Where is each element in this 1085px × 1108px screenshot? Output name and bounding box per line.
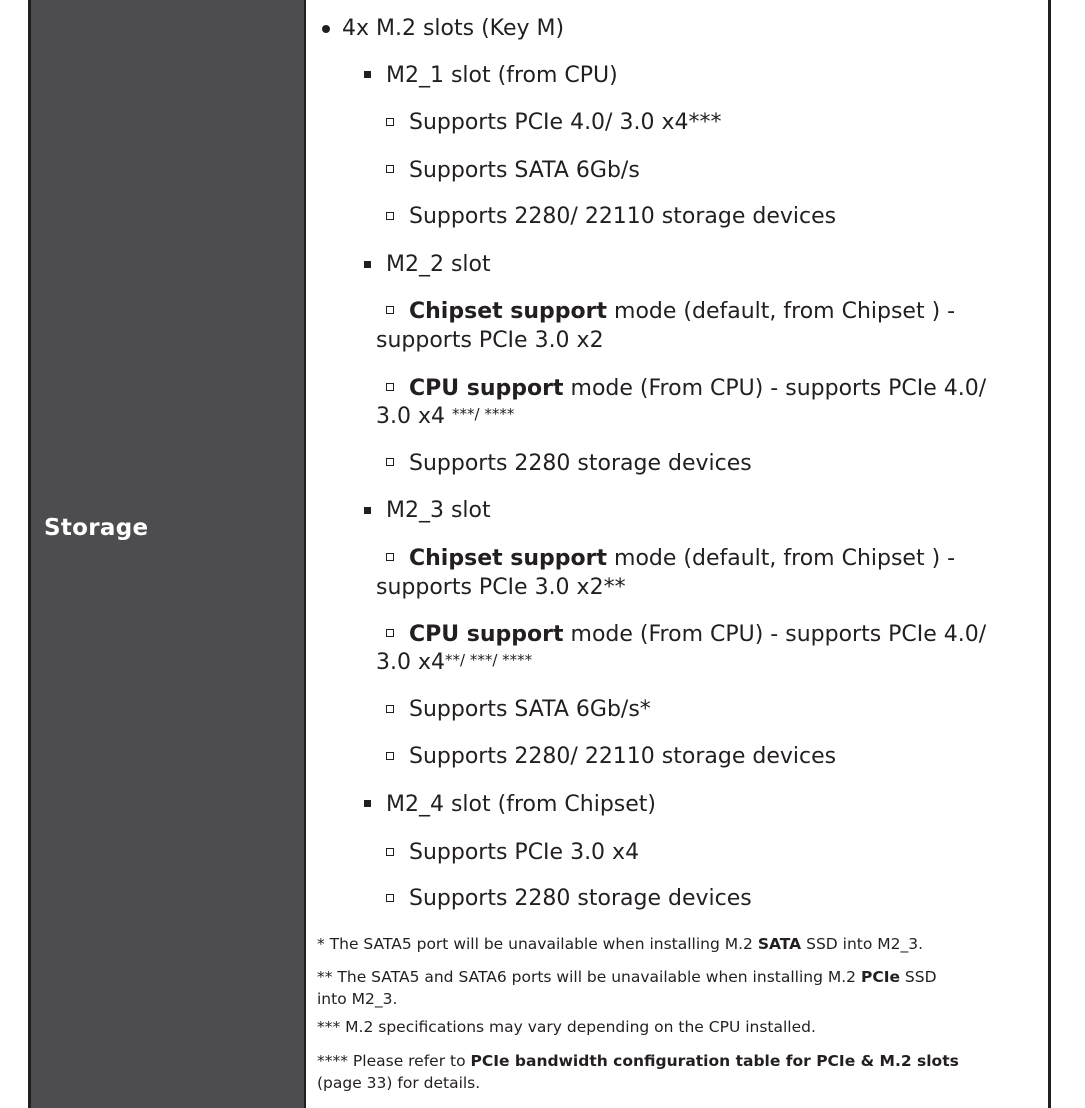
mode-desc: mode (From CPU) - supports PCIe 4.0/ [563, 622, 987, 647]
mode-name: Chipset support [409, 546, 608, 571]
hollow-square-bullet-icon [386, 383, 394, 391]
list-item: 4x M.2 slots (Key M) [342, 16, 565, 41]
footnote-text: SSD into M2_3. [801, 935, 924, 953]
footnote-text: ** The SATA5 and SATA6 ports will be unavailable when installing M.2 [317, 968, 861, 986]
hollow-square-bullet-icon [386, 629, 394, 637]
spec-text: 3.0 x4 [376, 650, 445, 675]
footnote-emphasis: PCIe bandwidth configuration table for PCIe & M.2 slots [470, 1052, 959, 1070]
hollow-square-bullet-icon [386, 458, 394, 466]
row-label: Storage [44, 515, 149, 541]
column-divider [304, 0, 306, 1108]
square-bullet-icon [364, 800, 371, 807]
footnote-emphasis: PCIe [860, 968, 900, 986]
square-bullet-icon [364, 71, 371, 78]
list-item [409, 374, 986, 403]
list-item: Supports 2280 storage devices [409, 451, 752, 476]
list-item [409, 544, 955, 573]
hollow-square-bullet-icon [386, 306, 394, 314]
mode-desc: mode (default, from Chipset ) - [607, 546, 956, 571]
footnote-text: **** Please refer to [317, 1052, 471, 1070]
hollow-square-bullet-icon [386, 212, 394, 220]
list-item: Supports PCIe 4.0/ 3.0 x4*** [409, 110, 722, 135]
square-bullet-icon [364, 261, 371, 268]
mode-desc: mode (default, from Chipset ) - [607, 299, 956, 324]
round-bullet-icon [322, 25, 330, 33]
footnote-text: SSD [899, 968, 937, 986]
list-item-continuation: supports PCIe 3.0 x2 [376, 328, 604, 353]
hollow-square-bullet-icon [386, 553, 394, 561]
footnote-1 [317, 934, 923, 955]
list-item: Supports SATA 6Gb/s [409, 158, 640, 183]
mode-name: CPU support [409, 622, 564, 647]
list-item-continuation [376, 402, 514, 431]
list-item-continuation [376, 648, 532, 677]
list-item [409, 620, 986, 649]
list-item: Supports 2280/ 22110 storage devices [409, 744, 837, 769]
list-item: Supports SATA 6Gb/s* [409, 697, 651, 722]
hollow-square-bullet-icon [386, 118, 394, 126]
row-label-cell [31, 0, 304, 1108]
list-item [409, 297, 955, 326]
list-item: M2_3 slot [386, 498, 491, 523]
list-item: Supports PCIe 3.0 x4 [409, 840, 640, 865]
footnote-4 [317, 1051, 959, 1072]
footnote-2 [317, 967, 937, 988]
footnote-4-continuation: (page 33) for details. [317, 1074, 481, 1092]
list-item-continuation: supports PCIe 3.0 x2** [376, 575, 626, 600]
list-item: M2_4 slot (from Chipset) [386, 792, 656, 817]
hollow-square-bullet-icon [386, 752, 394, 760]
hollow-square-bullet-icon [386, 848, 394, 856]
list-item: Supports 2280 storage devices [409, 886, 752, 911]
hollow-square-bullet-icon [386, 894, 394, 902]
footnote-3: *** M.2 specifications may vary depending on the CPU installed. [317, 1018, 816, 1036]
list-item: Supports 2280/ 22110 storage devices [409, 204, 837, 229]
mode-name: CPU support [409, 376, 564, 401]
footnote-marks: **/ ***/ **** [445, 651, 533, 669]
hollow-square-bullet-icon [386, 165, 394, 173]
square-bullet-icon [364, 507, 371, 514]
mode-name: Chipset support [409, 299, 608, 324]
footnote-2-continuation: into M2_3. [317, 990, 398, 1008]
footnote-marks: ***/ **** [452, 405, 515, 423]
list-item: M2_1 slot (from CPU) [386, 63, 618, 88]
footnote-text: * The SATA5 port will be unavailable when installing M.2 [317, 935, 758, 953]
footnote-emphasis: SATA [757, 935, 802, 953]
hollow-square-bullet-icon [386, 705, 394, 713]
spec-text: 3.0 x4 [376, 404, 452, 429]
list-item: M2_2 slot [386, 252, 491, 277]
mode-desc: mode (From CPU) - supports PCIe 4.0/ [563, 376, 987, 401]
